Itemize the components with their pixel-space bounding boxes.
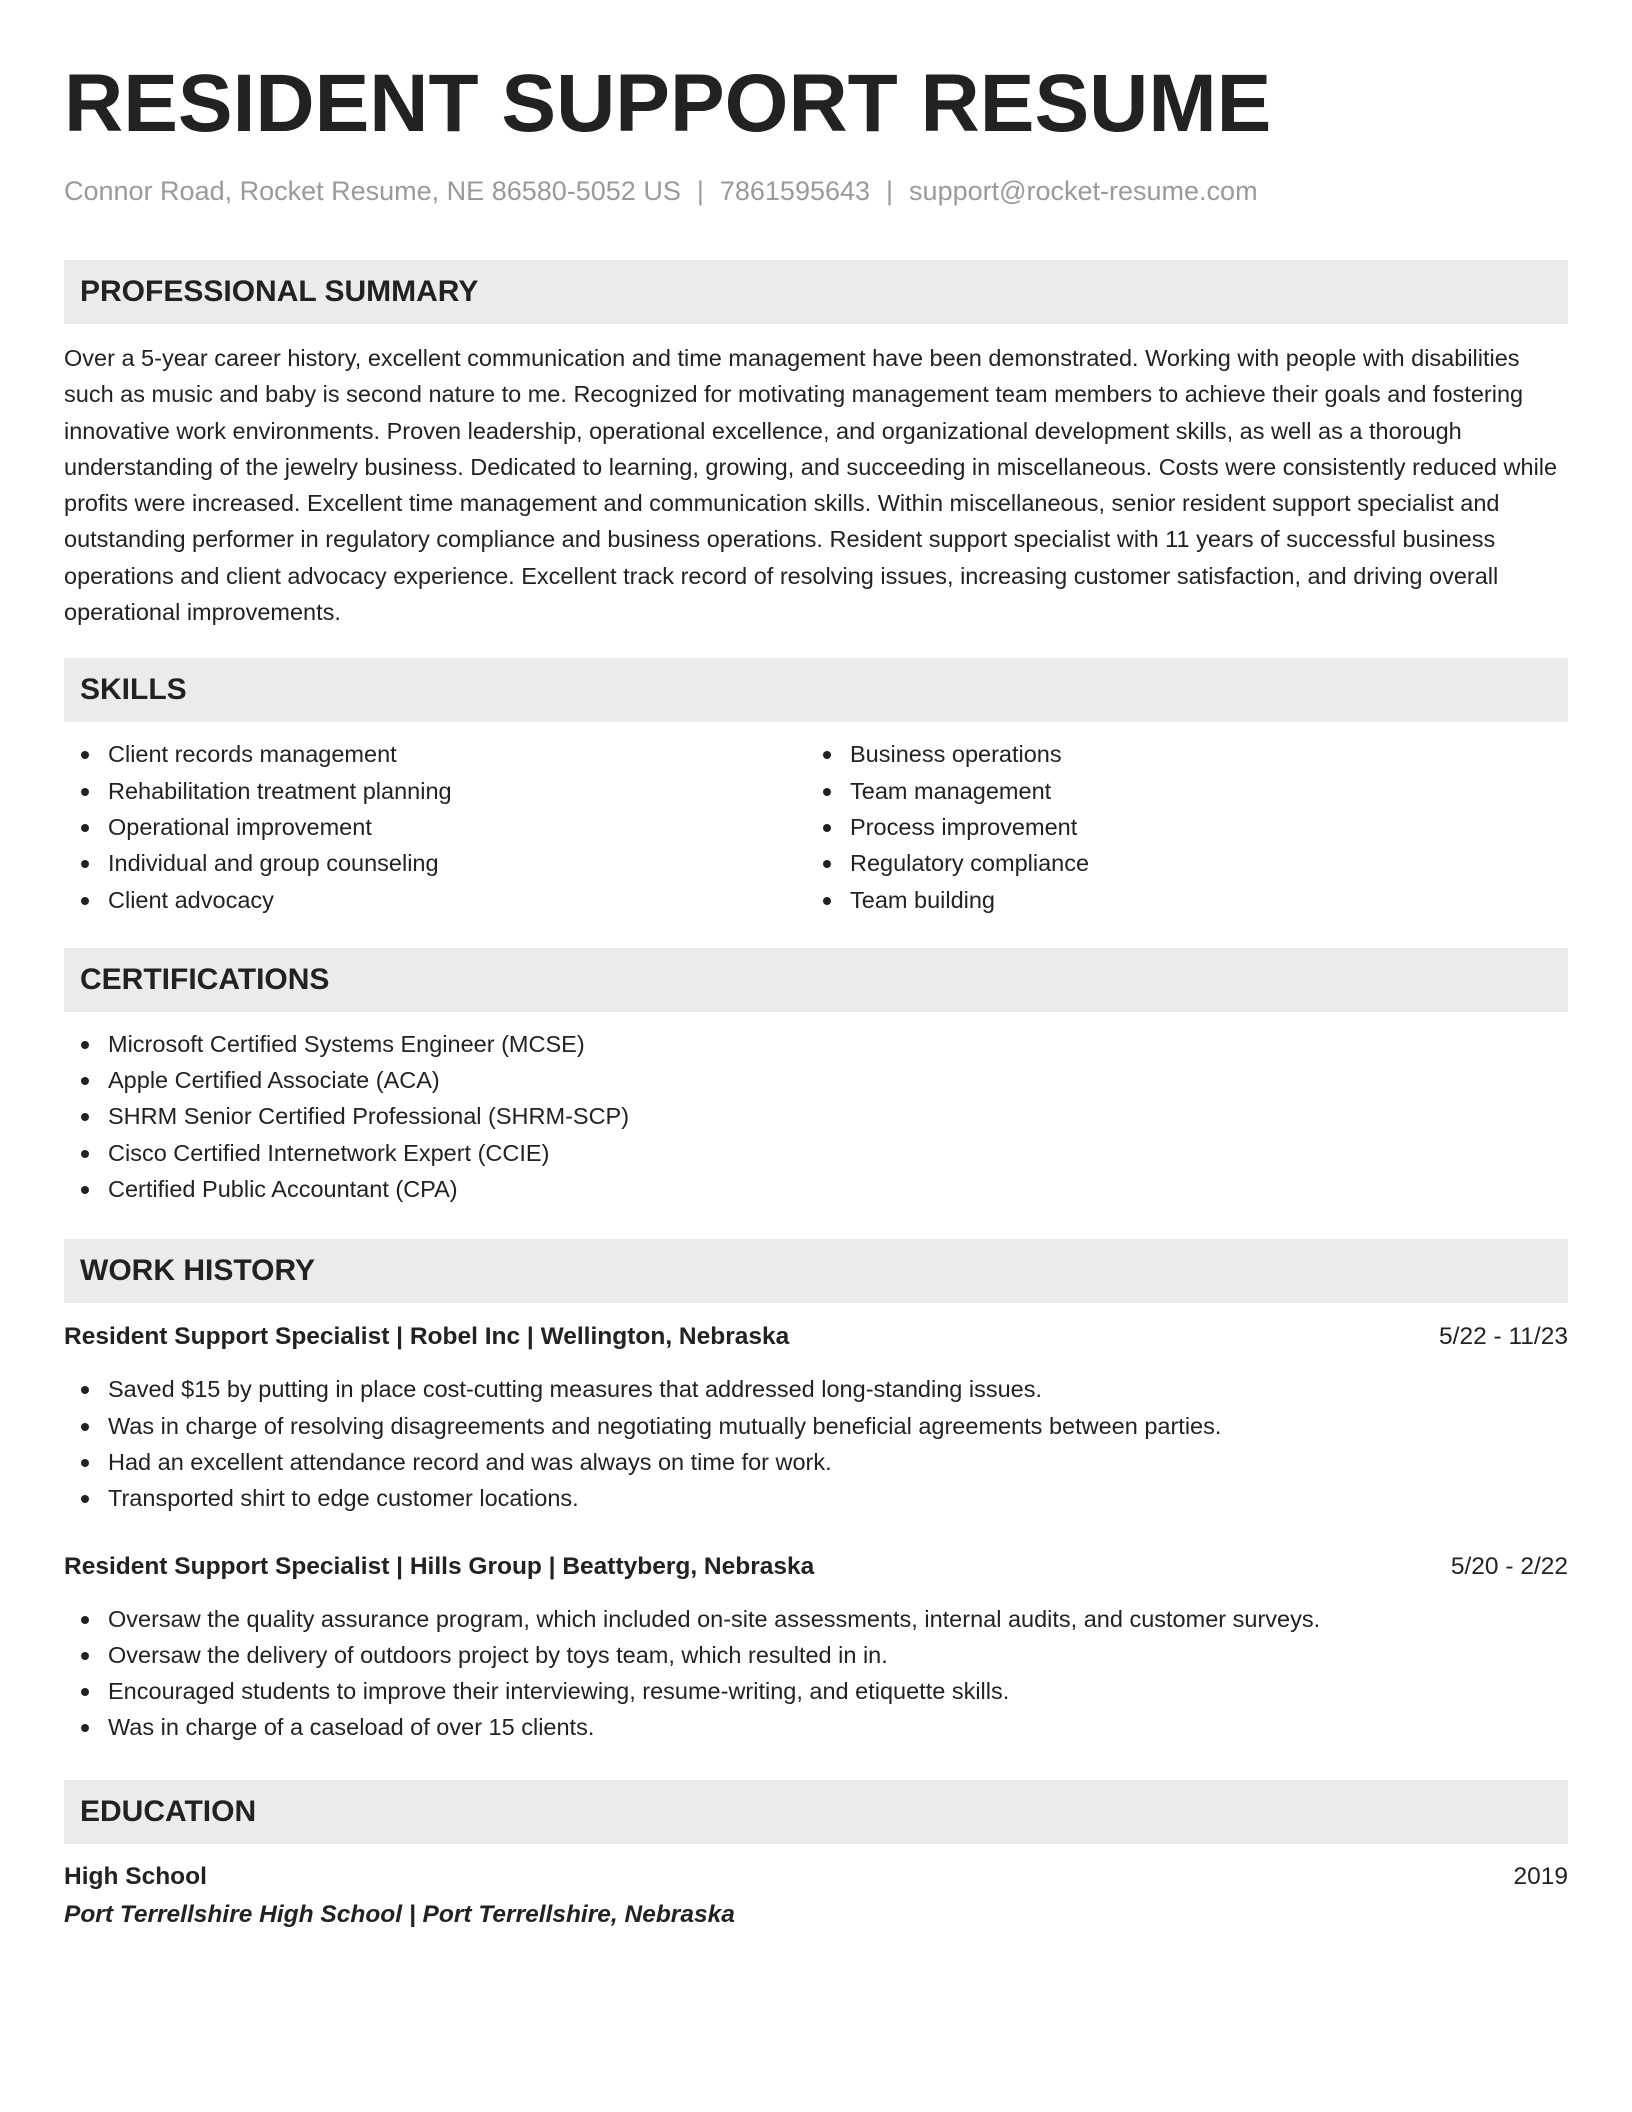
skill-item: Business operations [806, 736, 1548, 772]
skill-item: Client advocacy [64, 882, 806, 918]
skill-item: Team management [806, 773, 1548, 809]
skill-item: Regulatory compliance [806, 845, 1548, 881]
skills-grid [64, 736, 1568, 917]
job-entry [64, 1319, 1568, 1516]
job-header [64, 1319, 1568, 1355]
job-bullet: Saved $15 by putting in place cost-cutting measures that addressed long-standing issues. [64, 1371, 1568, 1407]
job-title: Resident Support Specialist | Robel Inc | Wellington, Nebraska [64, 1323, 790, 1351]
contact-separator: | [886, 176, 894, 206]
job-entry [64, 1549, 1568, 1746]
job-dates: 5/20 - 2/22 [1450, 1552, 1568, 1580]
contact-phone: 7861595643 [719, 176, 871, 206]
certification-item: SHRM Senior Certified Professional (SHRM-SCP) [64, 1098, 1568, 1134]
job-bullet: Was in charge of a caseload of over 15 clients. [64, 1709, 1568, 1745]
work-history-heading: WORK HISTORY [64, 1239, 1568, 1303]
certification-item: Cisco Certified Internetwork Expert (CCIE) [64, 1135, 1568, 1171]
job-bullet: Encouraged students to improve their interviewing, resume-writing, and etiquette skills. [64, 1673, 1568, 1709]
certification-item: Certified Public Accountant (CPA) [64, 1171, 1568, 1207]
education-heading: EDUCATION [64, 1780, 1568, 1844]
skill-item: Process improvement [806, 809, 1548, 845]
job-bullet: Oversaw the delivery of outdoors project by toys team, which resulted in in. [64, 1637, 1568, 1673]
job-bullet: Transported shirt to edge customer locations. [64, 1480, 1568, 1516]
skills-column-left [64, 736, 806, 917]
skill-item: Client records management [64, 736, 806, 772]
summary-heading: PROFESSIONAL SUMMARY [64, 260, 1568, 324]
contact-address: Connor Road, Rocket Resume, NE 86580-5052 US [64, 176, 681, 206]
contact-email[interactable]: support@rocket-resume.com [909, 176, 1258, 206]
summary-text: Over a 5-year career history, excellent communication and time management have been demonstrated. Working with people with disabilities such as music and baby is second nature to me. Recognized for motivating management team members to achieve their goals and fostering innovative work environments. Proven leadership, operational excellence, and organizational development skills, as well as a thorough understanding of the jewelry business. Dedicated to learning, growing, and succeeding in miscellaneous. Costs were consistently reduced while profits were increased. Excellent time management and communication skills. Within miscellaneous, senior resident support specialist and outstanding performer in regulatory compliance and business operations. Resident support specialist with 11 years of successful business operations and client advocacy experience. Excellent track record of resolving issues, increasing customer satisfaction, and driving overall operational improvements. [64, 345, 1558, 626]
skill-item: Rehabilitation treatment planning [64, 773, 806, 809]
skills-heading: SKILLS [64, 658, 1568, 722]
education-year: 2019 [1513, 1862, 1568, 1890]
certification-item: Microsoft Certified Systems Engineer (MCSE) [64, 1026, 1568, 1062]
education-header [64, 1858, 1568, 1896]
job-dates: 5/22 - 11/23 [1439, 1323, 1568, 1351]
job-bullet: Was in charge of resolving disagreements and negotiating mutually beneficial agreements between parties. [64, 1408, 1568, 1444]
job-bullets [64, 1371, 1568, 1516]
contact-separator: | [696, 176, 704, 206]
job-bullets [64, 1601, 1568, 1746]
job-header [64, 1549, 1568, 1585]
education-school: Port Terrellshire High School | Port Terrellshire, Nebraska [64, 1900, 735, 1928]
job-bullet: Oversaw the quality assurance program, which included on-site assessments, internal audits, and customer surveys. [64, 1601, 1568, 1637]
resume-title: RESIDENT SUPPORT RESUME [64, 58, 1272, 149]
certification-item: Apple Certified Associate (ACA) [64, 1062, 1568, 1098]
job-title: Resident Support Specialist | Hills Group | Beattyberg, Nebraska [64, 1552, 815, 1580]
certifications-heading: CERTIFICATIONS [64, 948, 1568, 1012]
skill-item: Individual and group counseling [64, 845, 806, 881]
skill-item: Team building [806, 882, 1548, 918]
contact-line [64, 174, 1568, 208]
certifications-list [64, 1026, 1568, 1207]
education-entry [64, 1858, 1568, 1934]
job-bullet: Had an excellent attendance record and was always on time for work. [64, 1444, 1568, 1480]
skills-column-right [806, 736, 1548, 917]
skill-item: Operational improvement [64, 809, 806, 845]
education-degree: High School [64, 1862, 207, 1890]
